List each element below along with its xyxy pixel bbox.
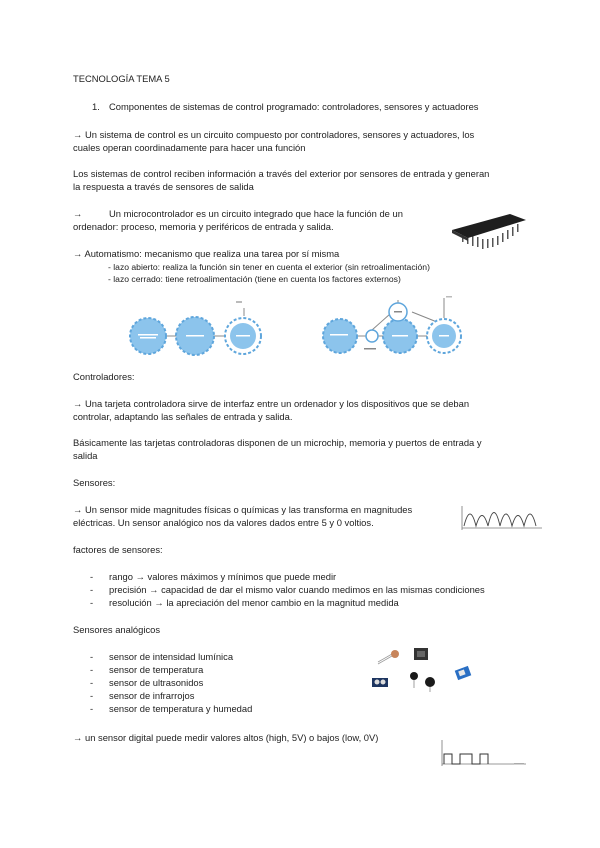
temperature-sensor (414, 648, 428, 660)
list-item: rango → valores máximos y mínimos que puede medir (109, 571, 337, 582)
paragraph-line: Un microcontrolador es un circuito integrado que hace la función de un (109, 208, 403, 219)
arrow-glyph: → (73, 208, 83, 219)
paragraph-line: → Un sensor mide magnitudes físicas o químicas y las transforma en magnitudes (73, 504, 413, 515)
section-heading: Componentes de sistemas de control programado: controladores, sensores y actuadores (109, 101, 479, 112)
list-item: sensor de ultrasonidos (109, 677, 204, 688)
list-item: sensor de infrarrojos (109, 690, 195, 701)
section-heading: Controladores: (73, 371, 135, 382)
open-loop-diagram (128, 296, 278, 358)
chip-body (452, 214, 526, 238)
paragraph-line: → Una tarjeta controladora sirve de interfaz entre un ordenador y los dispositivos que se deban (73, 398, 470, 409)
paragraph-line: la respuesta a través de sensores de salida (73, 181, 254, 192)
digital-signal-image (438, 736, 528, 768)
paragraph-line: → Automatismo: mecanismo que realiza una tarea por sí misma (73, 248, 340, 259)
bullet-dash: - (90, 651, 94, 662)
bullet-dash: - (90, 584, 94, 595)
paragraph-line: Los sistemas de control reciben información a través del exterior por sensores de entrada y generan (73, 168, 490, 179)
humidity-sensor (455, 666, 472, 680)
paragraph-line: cuales operan coordinadamente para hacer una función (73, 142, 306, 153)
paragraph-line: ordenador: proceso, memoria y periféricos de entrada y salida. (73, 221, 334, 232)
list-item: precisión → capacidad de dar el mismo valor cuando medimos en las mismas condiciones (109, 584, 485, 595)
closed-loop-diagram (320, 292, 470, 362)
section-heading: Sensores: (73, 477, 116, 488)
microcontroller-chip-image (448, 208, 528, 250)
ultrasonic-sensor (410, 672, 435, 692)
paragraph-line: Básicamente las tarjetas controladoras disponen de un microchip, memoria y puertos de entrada y (73, 437, 482, 448)
paragraph-line: eléctricas. Un sensor analógico nos da valores dados entre 5 y 0 voltios. (73, 517, 374, 528)
input-node (130, 318, 166, 354)
section-heading: factores de sensores: (73, 544, 163, 555)
paragraph-line: controlar, adaptando las señales de entrada y salida. (73, 411, 293, 422)
list-item: - lazo abierto: realiza la función sin tener en cuenta el exterior (sin retroalimentación) (108, 262, 430, 272)
paragraph-line: salida (73, 450, 98, 461)
list-item: resolución → la apreciación del menor cambio en la magnitud medida (109, 597, 399, 608)
paragraph-line: → un sensor digital puede medir valores altos (high, 5V) o bajos (low, 0V) (73, 732, 379, 743)
page-title: TECNOLOGÍA TEMA 5 (73, 73, 170, 84)
bullet-dash: - (90, 571, 94, 582)
bullet-dash: - (90, 677, 94, 688)
light-sensor (378, 650, 399, 664)
bullet-dash: - (90, 597, 94, 608)
infrared-sensor (372, 678, 388, 687)
bullet-dash: - (90, 664, 94, 675)
bullet-dash: - (90, 703, 94, 714)
analog-sensors-image (370, 640, 482, 692)
list-item: - lazo cerrado: tiene retroalimentación (tiene en cuenta los factores externos) (108, 274, 401, 284)
list-item: sensor de temperatura (109, 664, 204, 675)
section-heading: Sensores analógicos (73, 624, 161, 635)
section-number: 1. (92, 101, 100, 112)
paragraph-line: → Un sistema de control es un circuito compuesto por controladores, sensores y actuadores, los (73, 129, 475, 140)
list-item: sensor de temperatura y humedad (109, 703, 253, 714)
analog-signal-image (460, 504, 544, 532)
list-item: sensor de intensidad lumínica (109, 651, 234, 662)
bullet-dash: - (90, 690, 94, 701)
